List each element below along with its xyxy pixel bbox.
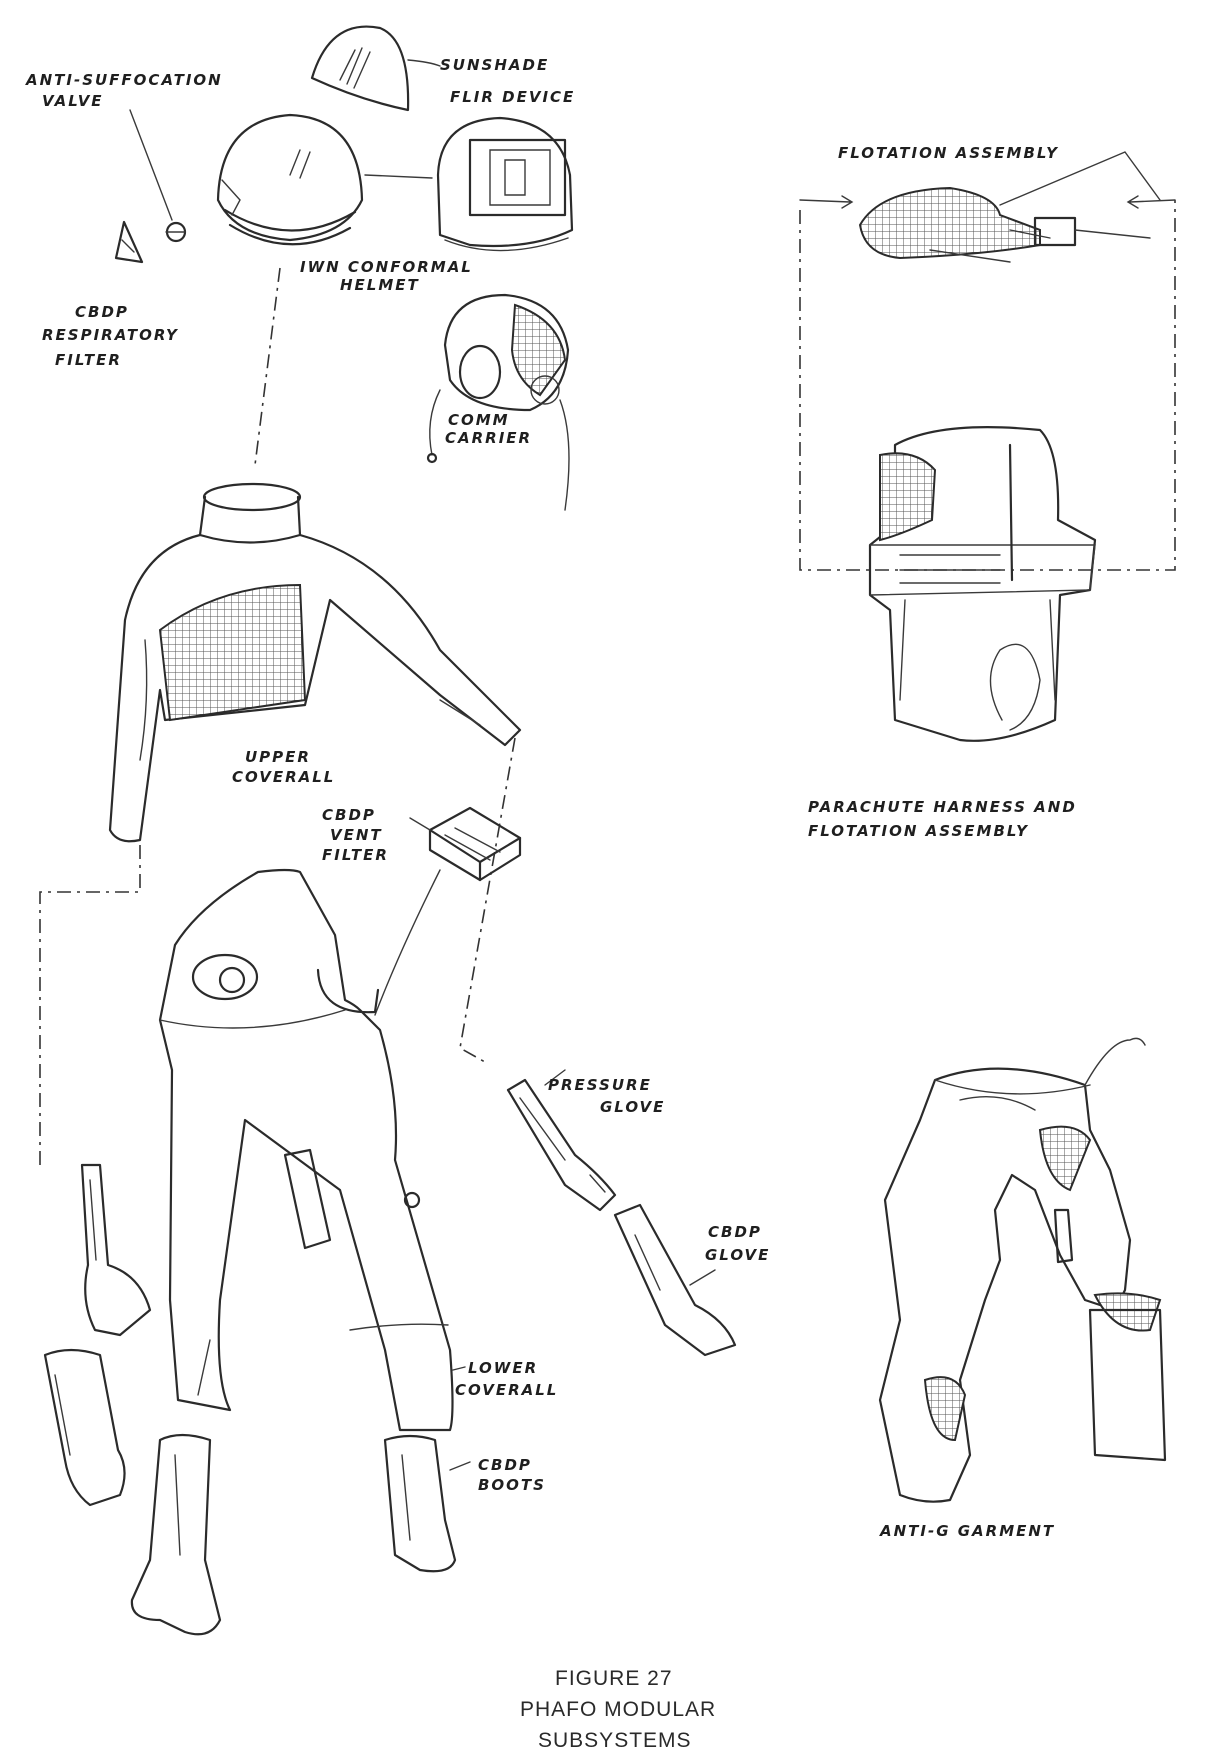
flir-device-drawing [438,118,572,251]
anti-suffocation-valve-drawing [166,223,185,241]
flotation-bracket [800,200,1175,570]
svg-text:COVERALL: COVERALL [232,768,336,786]
comm-carrier-drawing [428,295,569,510]
svg-text:FLIR DEVICE: FLIR DEVICE [450,88,576,106]
label-cbdp-boots [478,1456,546,1494]
label-lower-coverall [455,1359,558,1399]
cbdp-boots-drawing [385,1436,455,1571]
svg-text:SUNSHADE: SUNSHADE [440,56,550,74]
svg-text:ANTI-SUFFOCATION: ANTI-SUFFOCATION [26,71,223,89]
sunshade-drawing [312,27,440,110]
caption-figure-number: FIGURE 27 [555,1667,673,1690]
cbdp-respiratory-filter-drawing [116,222,142,262]
valve-leader [130,110,172,220]
bracket-arrow-right [1128,196,1175,208]
label-pressure-glove [548,1076,665,1116]
cbdp-glove-leader [690,1270,715,1285]
label-parachute-harness [808,798,1077,840]
svg-text:CBDP: CBDP [322,806,376,824]
svg-text:VALVE: VALVE [42,92,104,110]
boots-leader [450,1462,470,1470]
helmet-drawing [218,115,362,244]
svg-text:CBDP: CBDP [75,303,129,321]
label-cbdp-glove [705,1223,770,1264]
svg-text:GLOVE: GLOVE [600,1098,666,1116]
svg-text:CBDP: CBDP [708,1223,762,1241]
lower-coverall-leader [453,1367,465,1370]
vent-filter-leader [410,818,430,830]
svg-text:VENT: VENT [330,826,383,844]
lower-coverall-drawing [160,870,453,1430]
svg-text:PRESSURE: PRESSURE [548,1076,652,1094]
svg-text:BOOTS: BOOTS [478,1476,546,1494]
label-anti-g-garment [879,1522,1055,1540]
svg-text:FLOTATION ASSEMBLY: FLOTATION ASSEMBLY [838,144,1059,162]
label-cbdp-vent-filter [322,806,389,864]
label-helmet [300,258,473,294]
bracket-arrow-left [800,196,852,208]
upper-coverall-drawing [110,484,520,841]
svg-text:LOWER: LOWER [468,1359,539,1377]
svg-text:COVERALL: COVERALL [455,1381,559,1399]
svg-text:FLOTATION ASSEMBLY: FLOTATION ASSEMBLY [808,822,1029,840]
label-comm-carrier [445,411,532,447]
label-flotation-assembly [838,144,1059,162]
svg-text:GLOVE: GLOVE [705,1246,771,1264]
parachute-harness-drawing [870,427,1095,741]
svg-text:CBDP: CBDP [478,1456,532,1474]
anti-g-garment-drawing [880,1038,1165,1501]
helmet-to-flir-line [365,175,432,178]
cbdp-vent-filter-drawing [375,808,520,1015]
label-cbdp-respiratory-filter [42,303,179,369]
gauntlet-left-drawing [45,1350,125,1505]
upper-to-lower-left-line [40,845,140,1170]
svg-text:HELMET: HELMET [340,276,420,294]
figure-caption [520,1667,716,1752]
svg-text:CARRIER: CARRIER [445,429,533,447]
caption-title: PHAFO MODULAR [520,1698,717,1721]
label-anti-suffocation-valve [25,71,223,110]
svg-text:ANTI-G GARMENT: ANTI-G GARMENT [880,1522,1056,1540]
label-sunshade [440,56,549,74]
svg-text:PARACHUTE HARNESS AND: PARACHUTE HARNESS AND [808,798,1077,816]
svg-text:UPPER: UPPER [245,748,311,766]
boot-left-drawing [132,1435,220,1634]
svg-text:FILTER: FILTER [55,351,122,369]
svg-text:IWN CONFORMAL: IWN CONFORMAL [300,258,473,276]
caption-subtitle: SUBSYSTEMS [538,1729,692,1752]
svg-text:COMM: COMM [448,411,510,429]
pressure-glove-drawing [508,1080,615,1210]
svg-text:RESPIRATORY: RESPIRATORY [42,326,179,344]
glove-left-drawing [82,1165,150,1335]
upper-to-lower-right-line [460,738,515,1062]
label-flir-device [450,88,575,106]
svg-text:FILTER: FILTER [322,846,389,864]
label-upper-coverall [232,748,335,786]
helmet-to-coverall-line [255,268,280,465]
flotation-assembly-drawing [860,188,1150,262]
